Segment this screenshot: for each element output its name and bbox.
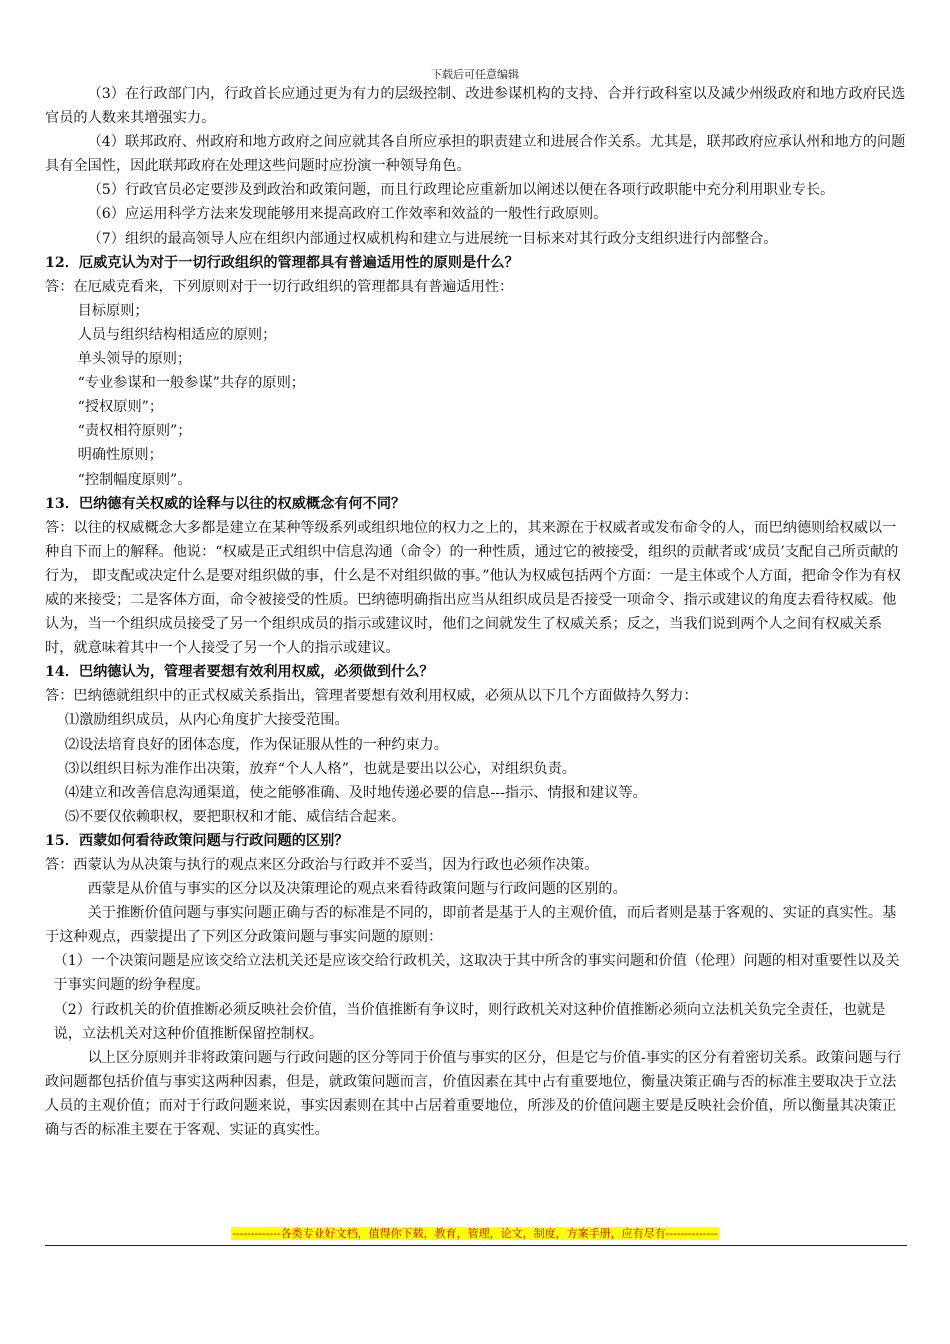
list-item: “授权原则”； <box>77 399 164 416</box>
question-heading: 14．巴纳德认为，管理者要想有效利用权威，必须做到什么？ <box>45 664 434 681</box>
paragraph: （2）行政机关的价值推断必须反映社会价值，当价值推断有争议时，则行政机关对这种价值推断必须向立法机关负完全责任，也就是说，立法机关对这种价值推断保留控制权。 <box>53 1001 886 1042</box>
question-heading: 15．西蒙如何看待政策问题与行政问题的区别？ <box>45 832 349 849</box>
paragraph: （4）联邦政府、州政府和地方政府之间应就其各自所应承担的职责建立和进展合作关系。尤其是，联邦政府应承认州和地方的问题具有全国性，因此联邦政府在处理这些问题时应扮演一种领导角色。 <box>45 134 906 175</box>
answer-text: 答：以往的权威概念大多都是建立在某种等级系列或组织地位的权力之上的，其来源在于权威者或发布命令的人，而巴纳德则给权威以一种自下而上的解释。他说：“权威是正式组织中信息沟通（命令）的一种性质，通过它的被接受，组织的贡献者或‘成员’支配自己所贡献的行为， 即支配或决定什么是要对组织做的事，什么是不对组织做的事。”他认为权威包括两个方面：一是主体或个人方面，把命令作为有权威的来接受；二是客体方面，命令被接受的性质。巴纳德明确指出应当从组织成员是否接受一项命令、指示或建议的角度去看待权威。他认为，当一个组织成员接受了另一个组织成员的指示或建议时，他们之间就发生了权威关系；反之，当我们说到两个人之间有权威关系时，就意味着其中一个人接受了另一个人的指示或建议。 <box>45 519 901 657</box>
list-item: 明确性原则； <box>77 447 163 464</box>
list-item: “专业参谋和一般参谋”共存的原则； <box>77 375 305 392</box>
list-item: ⑸不要仅依赖职权，要把职权和才能、威信结合起来。 <box>64 808 406 825</box>
list-item: “责权相符原则”； <box>77 423 192 440</box>
paragraph: 西蒙是从价值与事实的区分以及决策理论的观点来看待政策问题与行政问题的区别的。 <box>87 881 627 898</box>
list-item: “控制幅度原则”。 <box>77 471 192 488</box>
list-item: 目标原则； <box>77 302 149 319</box>
question-heading: 13．巴纳德有关权威的诠释与以往的权威概念有何不同？ <box>45 495 406 512</box>
paragraph: 以上区分原则并非将政策问题与行政问题的区分等同于价值与事实的区分，但是它与价值-事实的区分有着密切关系。政策问题与行政问题都包括价值与事实这两种因素，但是，就政策问题而言，价值因素在其中占有重要地位，衡量决策正确与否的标准主要取决于立法人员的主观价值；而对于行政问题来说，事实因素则在其中占居着重要地位，所涉及的价值问题主要是反映社会价值，所以衡量其决策正确与否的标准主要在于客观、实证的真实性。 <box>45 1049 902 1139</box>
footer-divider <box>45 1245 907 1246</box>
paragraph: （5）行政官员必定要涉及到政治和政策问题，而且行政理论应重新加以阐述以便在各项行政职能中充分利用职业专长。 <box>87 182 835 199</box>
footer-banner-text: -------------各类专业好文档，值得你下载，教育，管理，论文，制度，方案手册，应有尽有-------------- <box>232 1227 718 1240</box>
paragraph: （7）组织的最高领导人应在组织内部通过权威机构和建立与进展统一目标来对其行政分支组织进行内部整合。 <box>87 230 778 247</box>
answer-text: 答：巴纳德就组织中的正式权威关系指出，管理者要想有效利用权威，必须从以下几个方面做持久努力： <box>45 688 698 705</box>
list-item: ⑵设法培育良好的团体态度，作为保证服从性的一种约束力。 <box>64 736 448 753</box>
list-item: 单头领导的原则； <box>77 351 192 368</box>
paragraph: 关于推断价值问题与事实问题正确与否的标准是不同的，即前者是基于人的主观价值，而后者则是基于客观的、实证的真实性。基于这种观点，西蒙提出了下列区分政策问题与事实问题的原则： <box>45 905 897 946</box>
paragraph: （1）一个决策问题是应该交给立法机关还是应该交给行政机关，这取决于其中所含的事实问题和价值（伦理）问题的相对重要性以及关于事实问题的纷争程度。 <box>53 953 900 994</box>
list-item: 人员与组织结构相适应的原则； <box>77 326 277 343</box>
question-heading: 12．厄威克认为对于一切行政组织的管理都具有普遍适用性的原则是什么？ <box>45 254 519 271</box>
document-body <box>45 82 907 1142</box>
list-item: ⑴激励组织成员，从内心角度扩大接受范围。 <box>64 712 349 729</box>
footer-banner <box>0 1222 950 1241</box>
answer-text: 答：在厄威克看来，下列原则对于一切行政组织的管理都具有普遍适用性： <box>45 278 514 295</box>
list-item: ⑶以组织目标为准作出决策，放弃“个人人格”，也就是要出以公心，对组织负责。 <box>64 760 576 777</box>
answer-text: 答：西蒙认为从决策与执行的观点来区分政治与行政并不妥当，因为行政也必须作决策。 <box>45 857 599 873</box>
paragraph: （6）应运用科学方法来发现能够用来提高政府工作效率和效益的一般性行政原则。 <box>87 206 608 223</box>
list-item: ⑷建立和改善信息沟通渠道，使之能够准确、及时地传递必要的信息---指示、情报和建议等。 <box>64 784 647 801</box>
paragraph: （3）在行政部门内，行政首长应通过更为有力的层级控制、改进参谋机构的支持、合并行政科室以及减少州级政府和地方政府民选官员的人数来其增强实力。 <box>45 86 906 127</box>
page-header: 下载后可任意编辑 <box>431 68 519 81</box>
